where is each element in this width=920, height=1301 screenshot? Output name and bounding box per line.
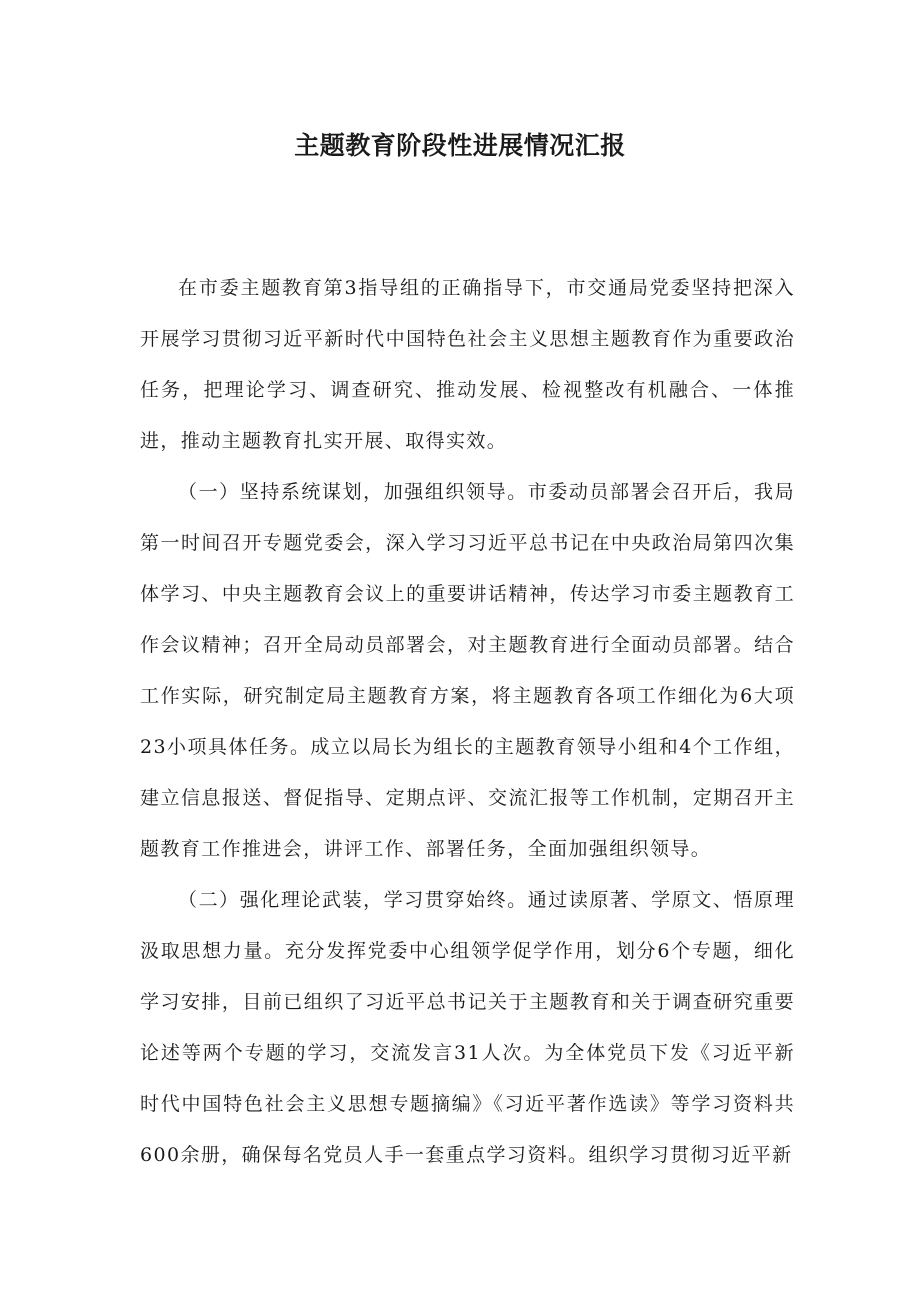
paragraph-section-one: （一）坚持系统谋划，加强组织领导。市委动员部署会召开后，我局第一时间召开专题党委会，深入学习习近平总书记在中央政治局第四次集体学习、中央主题教育会议上的重要讲话精神，传达学习市委主题教育工作会议精神；召开全局动员部署会，对主题教育进行全面动员部署。结合工作实际，研究制定局主题教育方案，将主题教育各项工作细化为6大项23小项具体任务。成立以局长为组长的主题教育领导小组和4个工作组，建立信息报送、督促指导、定期点评、交流汇报等工作机制，定期召开主题教育工作推进会，讲评工作、部署任务，全面加强组织领导。 [140,481,795,860]
paragraph-section-two: （二）强化理论武装，学习贯穿始终。通过读原著、学原文、悟原理汲取思想力量。充分发挥党委中心组领学促学作用，划分6个专题，细化学习安排，目前已组织了习近平总书记关于主题教育和关于调查研究重要论述等两个专题的学习，交流发言31人次。为全体党员下发《习近平新时代中国特色社会主义思想专题摘编》《习近平著作选读》等学习资料共600余册，确保每名党员人手一套重点学习资料。组织学习贯彻习近平新 [140,889,795,1166]
paragraph-intro: 在市委主题教育第3指导组的正确指导下，市交通局党委坚持把深入开展学习贯彻习近平新时代中国特色社会主义思想主题教育作为重要政治任务，把理论学习、调查研究、推动发展、检视整改有机融合、一体推进，推动主题教育扎实开展、取得实效。 [140,277,795,452]
document-title: 主题教育阶段性进展情况汇报 [294,131,626,160]
